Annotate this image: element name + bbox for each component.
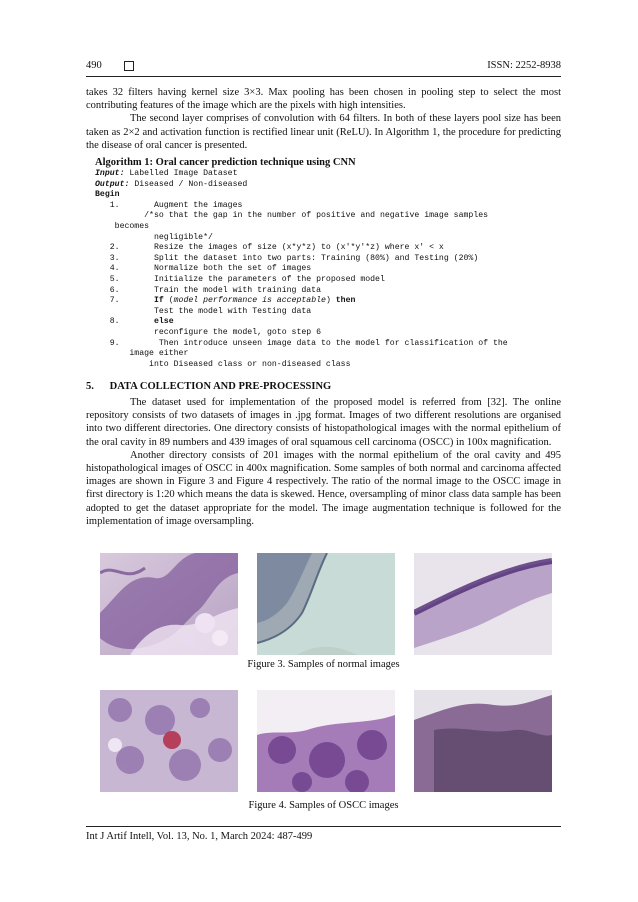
output-value: Diseased / Non-diseased bbox=[129, 179, 248, 189]
line-text: ) bbox=[325, 296, 336, 306]
algorithm-line: becomes bbox=[95, 221, 150, 231]
keyword-if: If bbox=[153, 296, 164, 306]
oscc-sample-image-1 bbox=[100, 690, 238, 792]
algorithm-line: negligible*/ bbox=[95, 232, 213, 242]
footer-rule bbox=[86, 826, 561, 827]
input-label: Input: bbox=[95, 169, 125, 178]
algorithm-line: 2. Resize the images of size (x*y*z) to (x'*y'*z) where x' < x bbox=[95, 243, 444, 253]
algorithm-line: 4. Normalize both the set of images bbox=[95, 264, 312, 274]
input-value: Labelled Image Dataset bbox=[124, 169, 238, 178]
section-body bbox=[86, 396, 561, 528]
line-prefix: 8. bbox=[95, 317, 154, 327]
algorithm-output bbox=[95, 180, 565, 191]
line-prefix: 7. bbox=[95, 296, 154, 306]
algorithm-line: into Diseased class or non-diseased class bbox=[95, 359, 351, 369]
figure-4-caption: Figure 4. Samples of OSCC images bbox=[248, 800, 399, 811]
condition: model performance is acceptable bbox=[173, 296, 326, 306]
normal-sample-image-1 bbox=[100, 553, 238, 655]
issn-label: ISSN: 2252-8938 bbox=[487, 60, 561, 71]
algorithm-title: Algorithm 1: Oral cancer prediction technique using CNN bbox=[95, 157, 356, 168]
algorithm-line bbox=[95, 296, 565, 307]
algorithm-line: 3. Split the dataset into two parts: Training (80%) and Testing (20%) bbox=[95, 253, 479, 263]
algorithm-line bbox=[95, 317, 565, 328]
oscc-sample-image-3 bbox=[414, 690, 552, 792]
square-icon bbox=[124, 61, 134, 71]
normal-sample-image-3 bbox=[414, 553, 552, 655]
algorithm-input bbox=[95, 169, 565, 180]
algorithm-line: /*so that the gap in the number of positive and negative image samples bbox=[95, 211, 489, 221]
algorithm-line: 6. Train the model with training data bbox=[95, 285, 322, 295]
paragraph: The dataset used for implementation of the proposed model is referred from [32]. The online repository consists of two datasets of images in .jpg format. Images of two different resolutions are organised into two different directories. One directory consists of histopathological images with the normal epithelium of the oral cavity in 89 numbers and 439 images of oral squamous cell carcinoma (OSCC) in 100x magnification. bbox=[86, 397, 561, 448]
output-label: Output: bbox=[95, 179, 130, 189]
section-heading: 5. DATA COLLECTION AND PRE-PROCESSING bbox=[86, 381, 332, 392]
running-header bbox=[86, 60, 561, 74]
figure-3-caption: Figure 3. Samples of normal images bbox=[247, 659, 400, 670]
line-text: ( bbox=[163, 296, 174, 306]
journal-citation: Int J Artif Intell, Vol. 13, No. 1, March 2024: 487-499 bbox=[86, 831, 313, 842]
keyword-else: else bbox=[153, 317, 174, 327]
page-number: 490 bbox=[86, 60, 102, 71]
keyword-then: then bbox=[335, 296, 356, 306]
intro-text bbox=[86, 86, 561, 152]
algorithm-begin: Begin bbox=[95, 190, 120, 200]
oscc-sample-image-2 bbox=[257, 690, 395, 792]
algorithm-block bbox=[95, 156, 565, 370]
algorithm-line: Test the model with Testing data bbox=[95, 306, 312, 316]
paragraph: Another directory consists of 201 images with the normal epithelium of the oral cavity and 495 histopathological images of OSCC in 400x magnification. Some samples of both normal and carcinoma affected images are shown in Figure 3 and Figure 4 respectively. The ratio of the normal image to the OSCC image in first directory is 1:20 which means the data is skewed. Hence, oversampling of minor class data sample has been adopted to get the dataset appropriate for the model. The image augmentation technique is followed for the implementation of image oversampling. bbox=[86, 449, 561, 527]
header-rule bbox=[86, 76, 561, 77]
paragraph: The second layer comprises of convolution with 64 filters. In both of these layers pool size has been taken as 2×2 and activation function is rectified linear unit (ReLU). In Algorithm 1, the procedure for predicting the disease of oral cancer is presented. bbox=[86, 113, 561, 151]
algorithm-line: reconfigure the model, goto step 6 bbox=[95, 327, 322, 337]
normal-sample-image-2 bbox=[257, 553, 395, 655]
algorithm-line: image either bbox=[95, 349, 189, 359]
paragraph: takes 32 filters having kernel size 3×3. Max pooling has been chosen in pooling step to select the most contributing features of the image which are the pixels with high intensities. bbox=[86, 87, 561, 112]
algorithm-line: 1. Augment the images bbox=[95, 200, 243, 210]
algorithm-line: 5. Initialize the parameters of the proposed model bbox=[95, 274, 385, 284]
algorithm-line: 9. Then introduce unseen image data to the model for classification of the bbox=[95, 338, 508, 348]
